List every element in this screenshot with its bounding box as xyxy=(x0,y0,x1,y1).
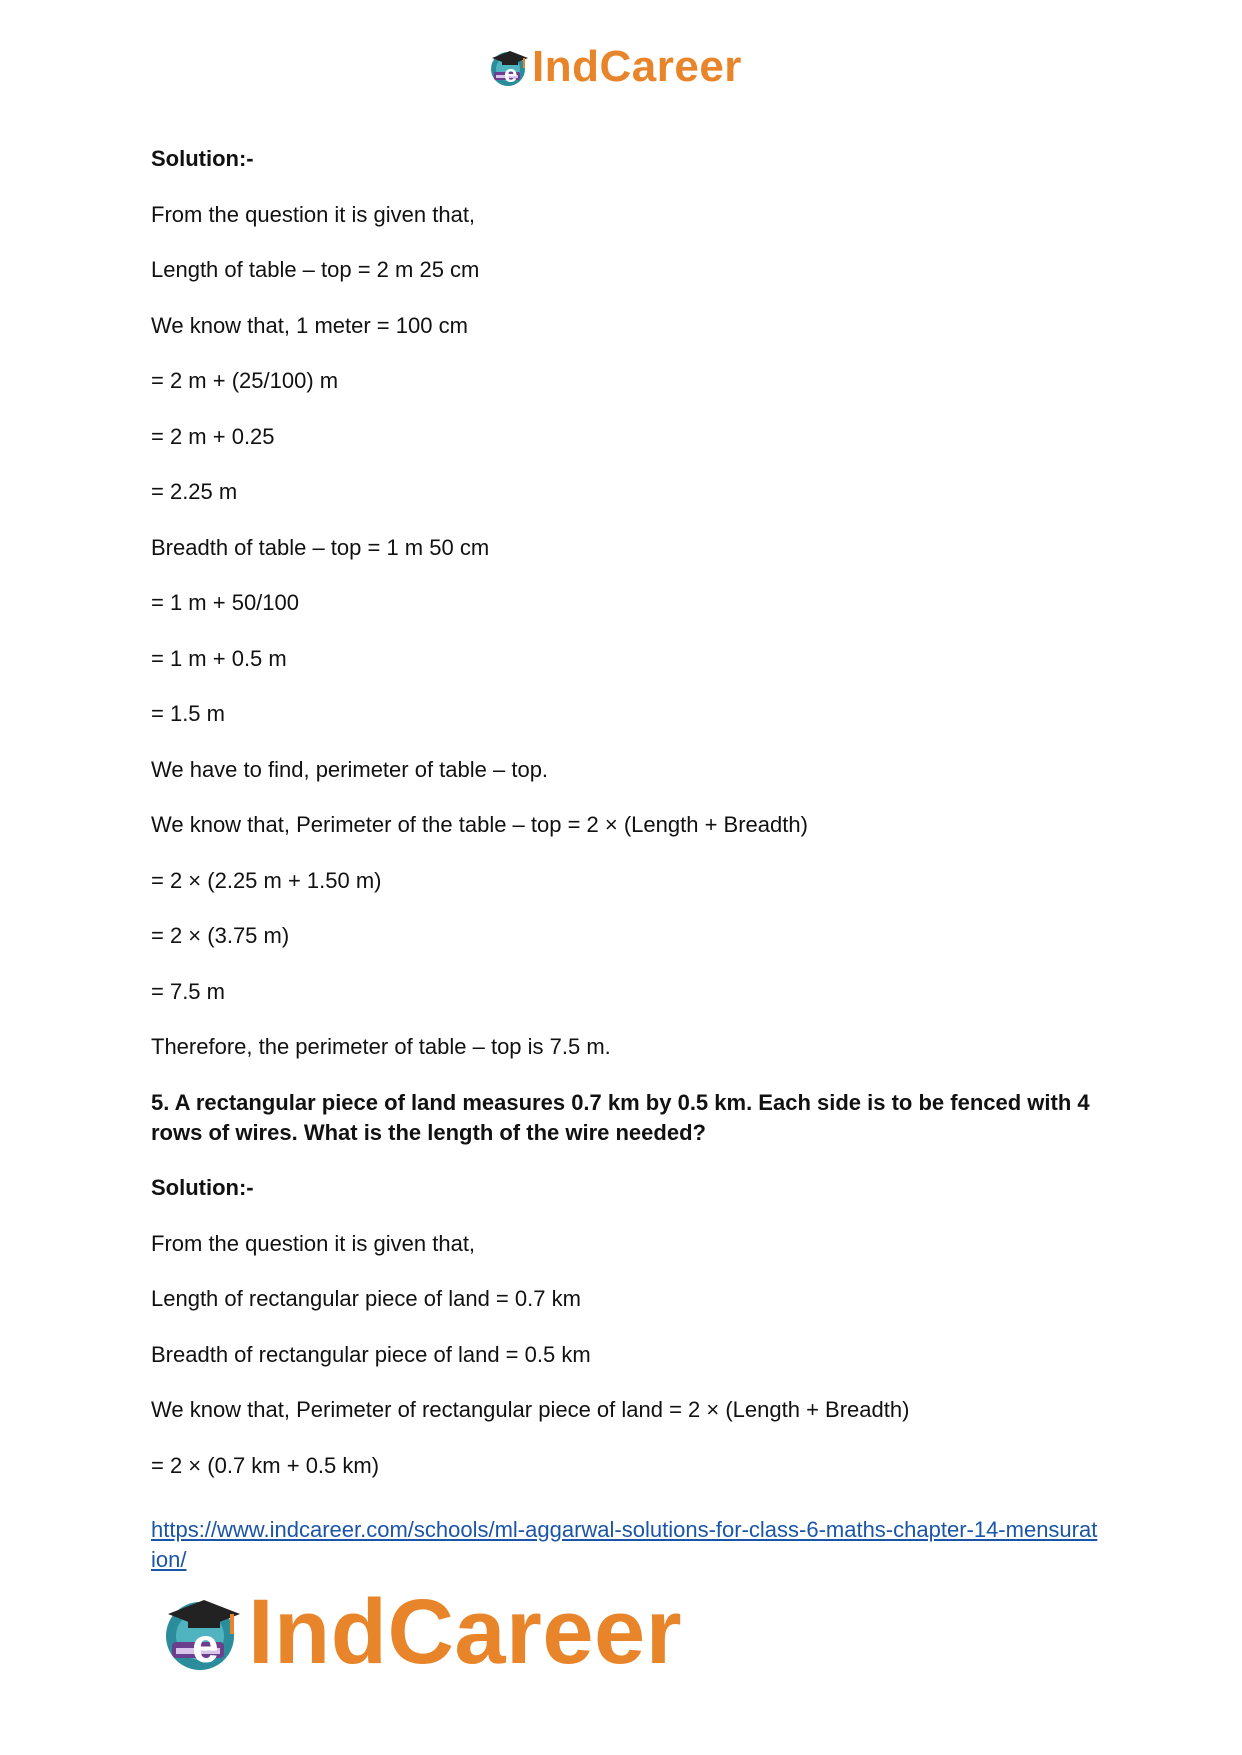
solution-line: = 2 × (0.7 km + 0.5 km) xyxy=(151,1452,380,1478)
solution-line: Therefore, the perimeter of table – top is 7.5 m. xyxy=(151,1034,611,1059)
solution-line: Breadth of table – top = 1 m 50 cm xyxy=(151,534,490,560)
question-text: 5. A rectangular piece of land measures 0.7 km by 0.5 km. Each side is to be fenced with 4 rows of wires. What is the length of the wire needed? xyxy=(151,1089,1090,1145)
solution-heading: Solution:- xyxy=(151,146,254,171)
graduation-cap-globe-icon xyxy=(488,46,530,88)
solution-line: = 2 m + (25/100) m xyxy=(151,368,339,393)
solution-line: We have to find, perimeter of table – top. xyxy=(151,756,549,782)
footer-logo-text: IndCareer xyxy=(248,1581,682,1683)
solution-line: We know that, Perimeter of the table – top = 2 × (Length + Breadth) xyxy=(151,812,808,837)
svg-text:e: e xyxy=(504,61,518,88)
graduation-cap-globe-icon xyxy=(160,1590,244,1674)
solution-line: = 2 × (2.25 m + 1.50 m) xyxy=(151,867,382,893)
solution-line: Length of table – top = 2 m 25 cm xyxy=(151,257,480,282)
header-logo xyxy=(488,42,742,92)
source-link[interactable]: https://www.indcareer.com/schools/ml-aggarwal-solutions-for-class-6-maths-chapter-14-mensuration/ xyxy=(151,1517,1098,1572)
solution-line: = 1.5 m xyxy=(151,701,225,726)
footer-logo xyxy=(160,1582,682,1682)
solution-line: From the question it is given that, xyxy=(151,201,476,227)
solution-line: Length of rectangular piece of land = 0.7 km xyxy=(151,1286,581,1311)
svg-text:e: e xyxy=(192,1620,219,1673)
solution-line: = 1 m + 50/100 xyxy=(151,590,299,615)
solution-line: We know that, 1 meter = 100 cm xyxy=(151,312,468,338)
solution-line: = 7.5 m xyxy=(151,978,225,1004)
solution-line: Breadth of rectangular piece of land = 0.5 km xyxy=(151,1341,591,1367)
solution-line: = 2.25 m xyxy=(151,479,238,504)
solution-line: = 2 m + 0.25 xyxy=(151,423,275,449)
solution-content xyxy=(151,144,1101,1506)
header-logo-text: IndCareer xyxy=(532,42,742,91)
solution-line: We know that, Perimeter of rectangular piece of land = 2 × (Length + Breadth) xyxy=(151,1397,910,1422)
solution-heading: Solution:- xyxy=(151,1175,254,1200)
solution-line: = 2 × (3.75 m) xyxy=(151,923,290,948)
solution-line: = 1 m + 0.5 m xyxy=(151,645,287,671)
solution-line: From the question it is given that, xyxy=(151,1230,476,1256)
